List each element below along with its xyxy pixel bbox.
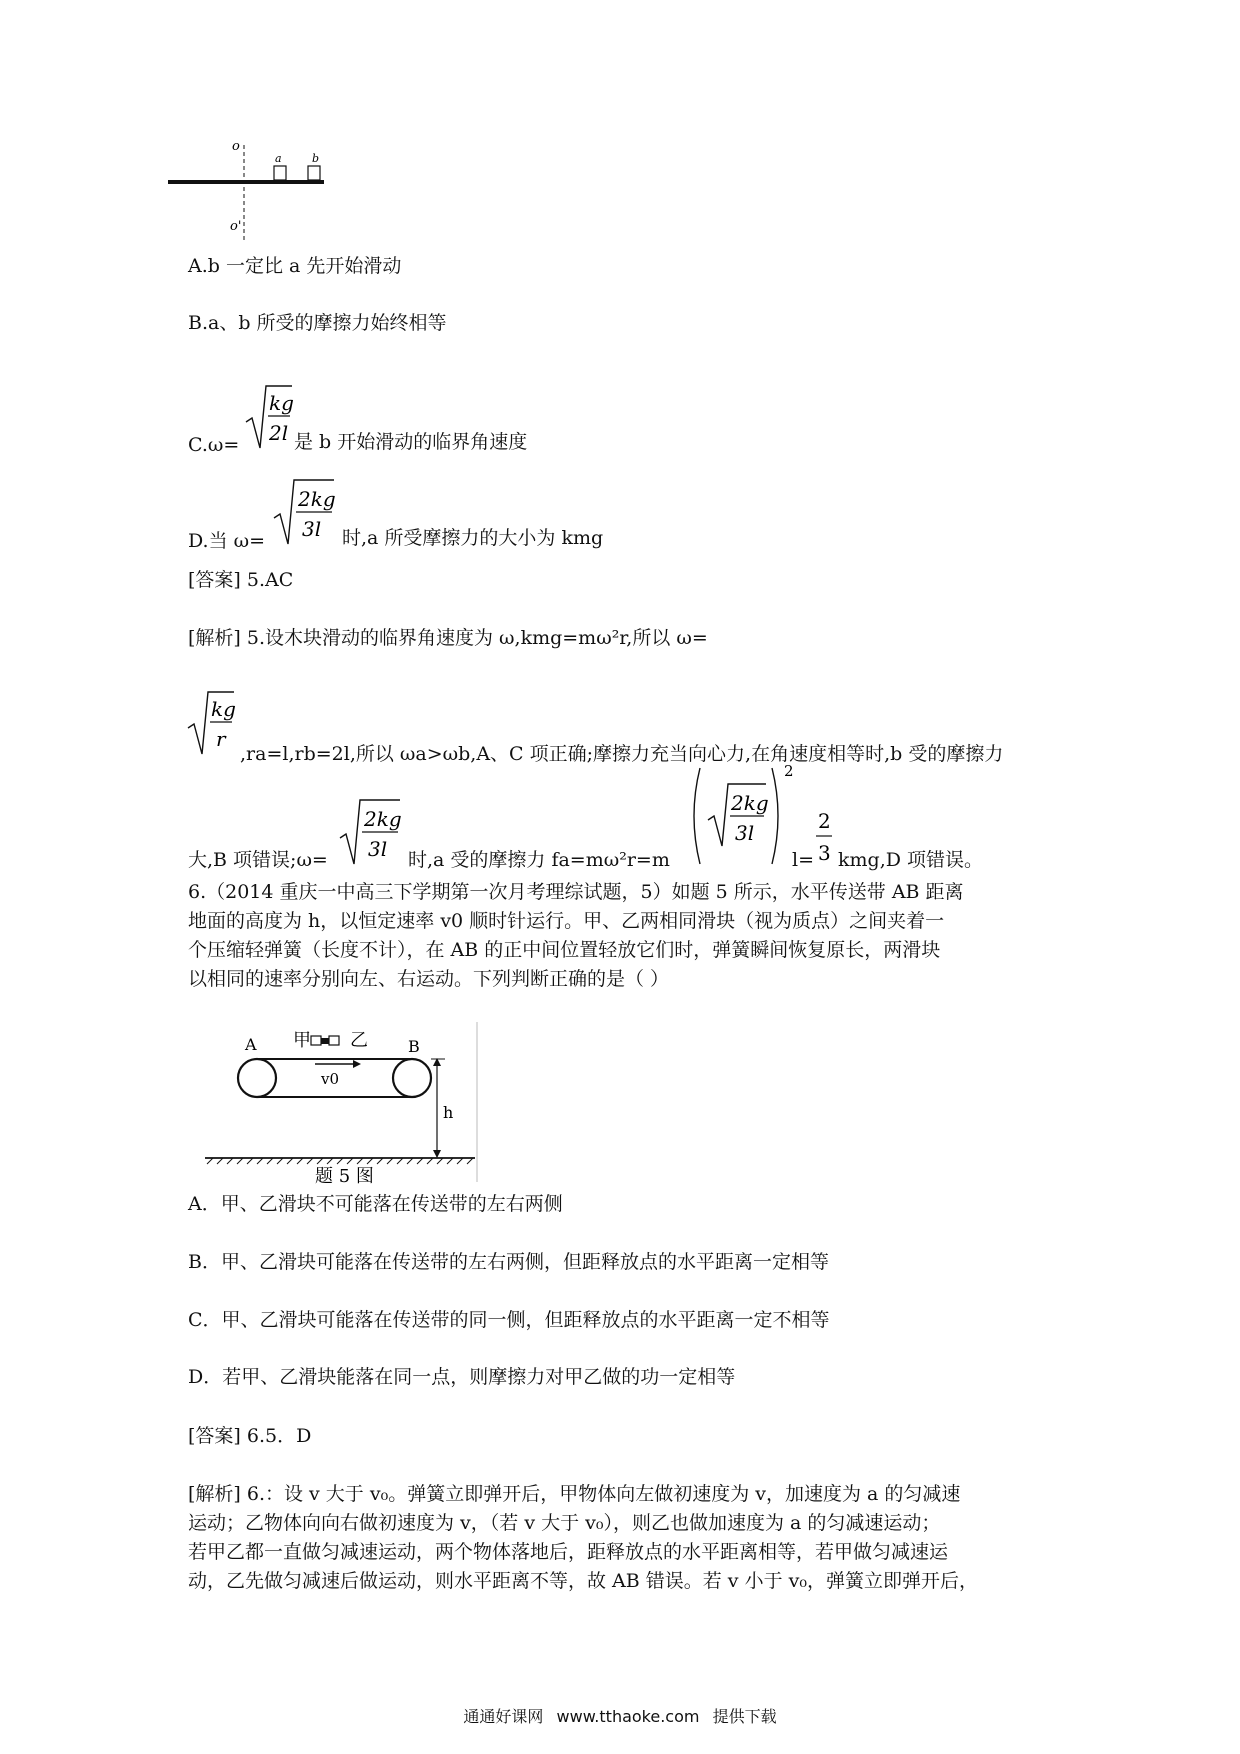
q6-stem-line-3: 个压缩轻弹簧（长度不计），在 AB 的正中间位置轻放它们时，弹簧瞬间恢复原长，两滑块 bbox=[188, 939, 941, 961]
label-h: h bbox=[443, 1103, 454, 1122]
q6-option-d: D．若甲、乙滑块能落在同一点，则摩擦力对甲乙做的功一定相等 bbox=[188, 1366, 736, 1388]
q6-explain-line-1: [解析] 6.：设 v 大于 v₀。弹簧立即弹开后，甲物体向左做初速度为 v，加速度为 a 的匀减速 bbox=[188, 1483, 961, 1505]
figure-caption: 题 5 图 bbox=[315, 1166, 374, 1184]
footer-suffix: 提供下载 bbox=[712, 1707, 777, 1726]
q5-option-c-radical bbox=[244, 380, 294, 452]
label-o-top: o bbox=[232, 140, 240, 154]
label-a: a bbox=[275, 152, 282, 165]
q5-explain-line2: ,ra=l,rb=2l,所以 ωa>ωb,A、C 项正确;摩擦力充当向心力,在角速度相等时,b 受的摩擦力 bbox=[240, 743, 1004, 765]
label-B: B bbox=[408, 1037, 420, 1056]
q5-option-d-radical bbox=[272, 474, 338, 548]
q5-option-c-prefix: C.ω= bbox=[188, 434, 240, 456]
q5-explain-frac-num: 2 bbox=[818, 809, 831, 833]
q5-option-b: B.a、b 所受的摩擦力始终相等 bbox=[188, 312, 447, 334]
q5-option-c-num: kg bbox=[269, 391, 294, 415]
q5-option-c-den: 2l bbox=[269, 421, 289, 445]
q5-option-d-prefix: D.当 ω= bbox=[188, 530, 266, 552]
label-v0: v0 bbox=[321, 1070, 340, 1088]
q5-explain-radical-1 bbox=[186, 686, 236, 758]
q5-explain-fraction bbox=[814, 804, 836, 868]
label-A: A bbox=[245, 1035, 257, 1054]
label-o-bottom: o' bbox=[230, 219, 242, 234]
q6-stem-line-1: 6.（2014 重庆一中高三下学期第一次月考理综试题，5）如题 5 所示，水平传送带 AB 距离 bbox=[188, 881, 964, 903]
q5-option-d-den: 3l bbox=[302, 517, 322, 541]
footer-url[interactable]: www.tthaoke.com bbox=[556, 1707, 700, 1726]
q6-option-c: C．甲、乙滑块可能落在传送带的同一侧，但距释放点的水平距离一定不相等 bbox=[188, 1309, 830, 1331]
q5-explain-num-2: 2kg bbox=[364, 807, 402, 831]
q5-option-c-suffix: 是 b 开始滑动的临界角速度 bbox=[294, 431, 528, 453]
q6-stem-line-4: 以相同的速率分别向左、右运动。下列判断正确的是（ ） bbox=[188, 968, 670, 990]
q6-stem-line-2: 地面的高度为 h，以恒定速率 v0 顺时针运行。甲、乙两相同滑块（视为质点）之间夹着一 bbox=[188, 910, 945, 932]
q6-explain-line-2: 运动；乙物体向向右做初速度为 v，（若 v 大于 v₀），则乙也做加速度为 a 的匀减速运动； bbox=[188, 1512, 941, 1534]
label-jia: 甲 bbox=[293, 1030, 311, 1051]
q5-explain-radical-2 bbox=[338, 794, 404, 868]
q6-answer: [答案] 6.5．D bbox=[188, 1425, 312, 1447]
q6-explain-line-3: 若甲乙都一直做匀减速运动，两个物体落地后，距释放点的水平距离相等，若甲做匀减速运 bbox=[188, 1541, 949, 1563]
label-b: b bbox=[312, 152, 320, 165]
q6-explanation bbox=[188, 1480, 1058, 1596]
q6-option-a: A．甲、乙滑块不可能落在传送带的左右两侧 bbox=[188, 1193, 563, 1215]
q5-option-d-suffix: 时,a 所受摩擦力的大小为 kmg bbox=[342, 527, 604, 549]
q5-explain-line3-c: l= bbox=[792, 849, 814, 871]
q5-option-d-num: 2kg bbox=[298, 487, 336, 511]
figure-conveyor bbox=[205, 1022, 483, 1184]
q6-option-b: B．甲、乙滑块可能落在传送带的左右两侧，但距释放点的水平距离一定相等 bbox=[188, 1251, 829, 1273]
q6-stem bbox=[188, 878, 1058, 994]
q5-explain-line3-a: 大,B 项错误;ω= bbox=[188, 849, 328, 871]
q5-explain-num-3: 2kg bbox=[731, 791, 769, 815]
figure-disk bbox=[160, 140, 350, 250]
q5-explain-den-3: 3l bbox=[735, 821, 755, 845]
q6-explain-line-4: 动，乙先做匀减速后做运动，则水平距离不等，故 AB 错误。若 v 小于 v₀，弹簧立即弹开后， bbox=[188, 1570, 978, 1592]
q5-explain-den-2: 3l bbox=[368, 837, 388, 861]
q5-explain-den-1: r bbox=[216, 727, 226, 751]
q5-option-a: A.b 一定比 a 先开始滑动 bbox=[188, 255, 402, 277]
q5-explain-line1: [解析] 5.设木块滑动的临界角速度为 ω,kmg=mω²r,所以 ω= bbox=[188, 627, 708, 649]
page-footer bbox=[0, 1704, 1240, 1727]
footer-site: 通通好课网 bbox=[463, 1707, 544, 1726]
q5-explain-frac-den: 3 bbox=[818, 841, 831, 865]
q5-explain-paren-radical bbox=[686, 760, 796, 880]
q5-explain-exponent: 2 bbox=[784, 762, 794, 780]
q5-explain-line3-d: kmg,D 项错误。 bbox=[838, 849, 984, 871]
q5-explain-line3-b: 时,a 受的摩擦力 fa=mω²r=m bbox=[408, 849, 670, 871]
q5-answer: [答案] 5.AC bbox=[188, 569, 294, 591]
label-yi: 乙 bbox=[350, 1030, 368, 1051]
q5-explain-num-1: kg bbox=[211, 697, 236, 721]
